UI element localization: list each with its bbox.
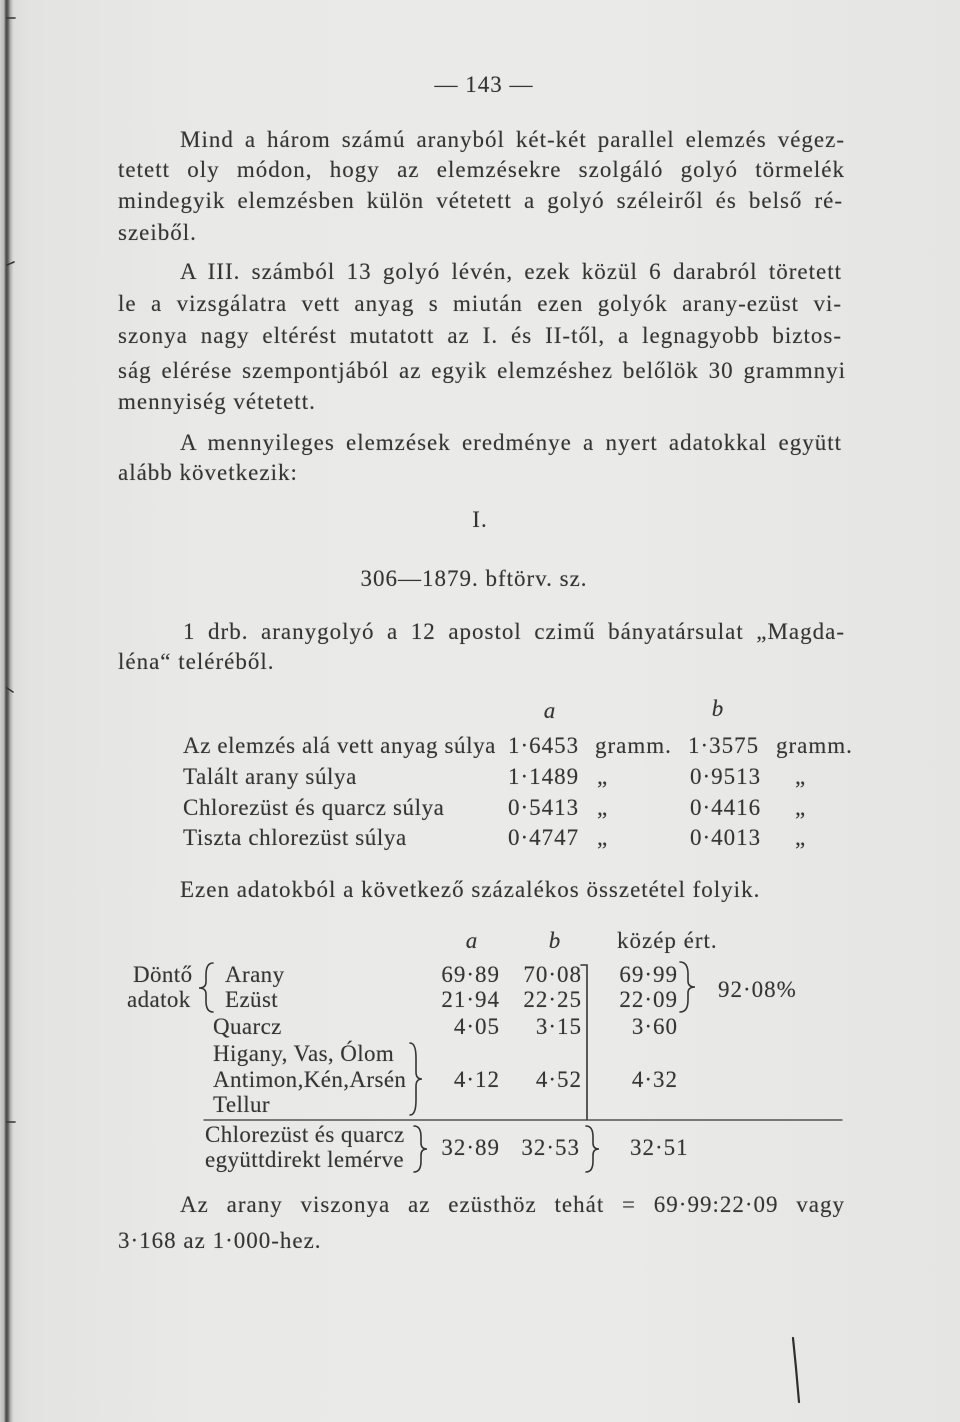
- brace-gold-silver-mean: [680, 962, 695, 1012]
- weights-row-2-label: Talált arany súlya: [183, 764, 357, 789]
- sample-description-line-1: 1 drb. aranygolyó a 12 apostol czimű bányatársulat „Magda-: [183, 619, 845, 644]
- paragraph-2-line-1: A III. számból 13 golyó lévén, ezek közül 6 darabról töretett: [180, 259, 842, 284]
- composition-row-minor-mean: 4·32: [631, 1067, 678, 1092]
- brace-decisive-data: [199, 963, 213, 1012]
- paragraph-1-line-3: mindegyik elemzésben külön vétetett a golyó széleiről és belső ré-: [118, 188, 843, 213]
- weights-row-4-label: Tiszta chlorezüst súlya: [183, 825, 407, 850]
- weights-row-3-b: 0·4416: [690, 795, 762, 820]
- composition-row-quartz-label: Quarcz: [213, 1014, 282, 1039]
- composition-row-gold-label: Arany: [225, 962, 285, 987]
- weights-row-4-b-unit: „: [795, 825, 807, 850]
- composition-row-chlorsilver-label-1: Chlorezüst és quarcz: [205, 1122, 405, 1147]
- composition-row-quartz-a: 4·05: [453, 1014, 500, 1039]
- weights-row-1-label: Az elemzés alá vett anyag súlya: [183, 733, 496, 758]
- composition-row-chlorsilver-b: 32·53: [521, 1135, 580, 1160]
- group-label-line-1: Döntő: [133, 962, 193, 987]
- brace-chlorsilver-values: [586, 1126, 599, 1172]
- composition-row-gold-a: 69·89: [441, 962, 500, 987]
- weights-row-4-a: 0·4747: [508, 825, 580, 850]
- paragraph-3-line-2: alább következik:: [118, 460, 298, 485]
- composition-row-chlorsilver-label-2: együttdirekt lemérve: [205, 1147, 404, 1172]
- weights-row-3-b-unit: „: [795, 795, 807, 820]
- paragraph-2-line-5: mennyiség vétetett.: [118, 389, 316, 414]
- paragraph-1-line-4: szeiből.: [118, 220, 197, 245]
- paragraph-2-line-4: ság elérése szempontjából az egyik elemzéshez belőlök 30 grammnyi: [118, 358, 846, 383]
- page-number: — 143 —: [434, 72, 534, 97]
- weights-row-2-a-unit: „: [597, 764, 609, 789]
- gold-silver-total: 92·08%: [718, 977, 797, 1002]
- paragraph-3-line-1: A mennyileges elemzések eredménye a nyert adatokkal együtt: [180, 430, 842, 455]
- composition-row-minor-label-3: Tellur: [213, 1092, 270, 1117]
- weights-row-1-b-unit: gramm.: [776, 733, 853, 758]
- paragraph-2-line-3: szonya nagy eltérést mutatott az I. és II-től, a legnagyobb biztos-: [118, 323, 842, 348]
- law-reference: 306—1879. bftörv. sz.: [360, 566, 588, 591]
- composition-row-quartz-mean: 3·60: [631, 1014, 678, 1039]
- composition-row-silver-mean: 22·09: [619, 987, 678, 1012]
- composition-row-chlorsilver-a: 32·89: [441, 1135, 500, 1160]
- weights-row-3-a: 0·5413: [508, 795, 580, 820]
- weights-row-3-label: Chlorezüst és quarcz súlya: [183, 795, 445, 820]
- composition-row-minor-b: 4·52: [535, 1067, 582, 1092]
- composition-row-silver-b: 22·25: [523, 987, 582, 1012]
- weights-header-a: a: [543, 698, 557, 723]
- composition-row-minor-a: 4·12: [453, 1067, 500, 1092]
- composition-row-minor-label-1: Higany, Vas, Ólom: [213, 1041, 395, 1066]
- composition-row-quartz-b: 3·15: [535, 1014, 582, 1039]
- section-number: I.: [472, 507, 488, 532]
- composition-row-gold-b: 70·08: [523, 962, 582, 987]
- group-label-line-2: adatok: [127, 987, 191, 1012]
- weights-header-b: b: [711, 696, 725, 721]
- paragraph-1-line-2: tetett oly módon, hogy az elemzésekre szolgáló golyó törmelék: [118, 157, 845, 182]
- weights-row-2-b-unit: „: [795, 764, 807, 789]
- paragraph-1-line-1: Mind a három számú aranyból két-két parallel elemzés végez-: [180, 127, 845, 152]
- weights-row-3-a-unit: „: [597, 795, 609, 820]
- conclusion-line-1: Az arany viszonya az ezüsthöz tehát = 69·99:22·09 vagy: [180, 1192, 845, 1217]
- weights-row-2-a: 1·1489: [508, 764, 580, 789]
- composition-row-silver-label: Ezüst: [225, 987, 279, 1012]
- composition-header-a: a: [465, 928, 479, 953]
- weights-row-2-b: 0·9513: [690, 764, 762, 789]
- sample-description-line-2: léna“ teléréből.: [118, 649, 275, 674]
- composition-row-gold-mean: 69·99: [619, 962, 678, 987]
- weights-row-1-a-unit: gramm.: [595, 733, 672, 758]
- weights-row-4-b: 0·4013: [690, 825, 762, 850]
- composition-row-chlorsilver-mean: 32·51: [630, 1135, 689, 1160]
- composition-row-minor-label-2: Antimon,Kén,Arsén: [213, 1067, 407, 1092]
- composition-row-silver-a: 21·94: [441, 987, 500, 1012]
- scan-scratch: [793, 1338, 799, 1402]
- conclusion-line-2: 3·168 az 1·000-hez.: [118, 1228, 322, 1253]
- paragraph-2-line-2: le a vizsgálatra vett anyag s miután ezen golyók arany-ezüst vi-: [118, 291, 842, 316]
- weights-row-4-a-unit: „: [597, 825, 609, 850]
- scan-left-edge: [0, 0, 14, 1422]
- composition-header-b: b: [548, 928, 562, 953]
- weights-row-1-a: 1·6453: [508, 733, 580, 758]
- composition-intro: Ezen adatokból a következő százalékos összetétel folyik.: [180, 877, 761, 902]
- weights-row-1-b: 1·3575: [688, 733, 760, 758]
- composition-header-mean: közép ért.: [617, 928, 718, 953]
